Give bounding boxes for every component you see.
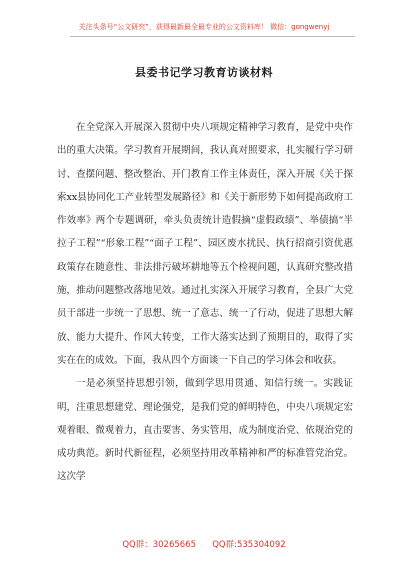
header-divider	[70, 36, 355, 37]
body-paragraph: 一是必须坚持思想引领，做到学思用贯通、知信行统一。实践证明，注重思想建党、理论强党，是我们党的鲜明特色，中央八项规定宏观着眼、微观着力，直击要害、务实管用，成为制度治党、依规治党的成功典范。新时代新征程，必须坚持用改革精神和严的标准管党治党。这次学	[57, 378, 353, 483]
document-body	[57, 116, 353, 489]
body-paragraph: 在全党深入开展深入贯彻中央八项规定精神学习教育，是党中央作出的重大决策。学习教育开展期间，我认真对照要求，扎实履行学习研讨、查摆问题、整改整治、开门教育工作主体责任，深入开展《关于探索xx县协同化工产业转型发展路径》和《关于新形势下如何提高政府工作效率》两个专题调研，牵头负责统计造假摘“虚假政绩”、举债搞“半拉子工程”“形象工程”“面子工程”、园区废水扰民、执行招商引资优惠政策存在随意性、非法排污破坏耕地等五个检视问题，认真研究整改措施，推动问题整改落地见效。通过扎实深入开展学习教育，全县广大党员干部进一步统一了思想、统一了意志、统一了行动，促进了思想大解放、能力大提升、作风大转变，工作大落实达到了预期目的，取得了实实在在的成效。下面，我从四个方面谈一下自己的学习体会和收获。	[57, 122, 353, 366]
header-banner: 关注头条号“公文研究”，获得最新最全最专业的公文资料库！ 微信：gongwenyj	[78, 23, 330, 31]
document-title: 县委书记学习教育访谈材料	[135, 66, 273, 79]
footer-contact: QQ群：30265665 QQ群:535304092	[122, 540, 286, 550]
